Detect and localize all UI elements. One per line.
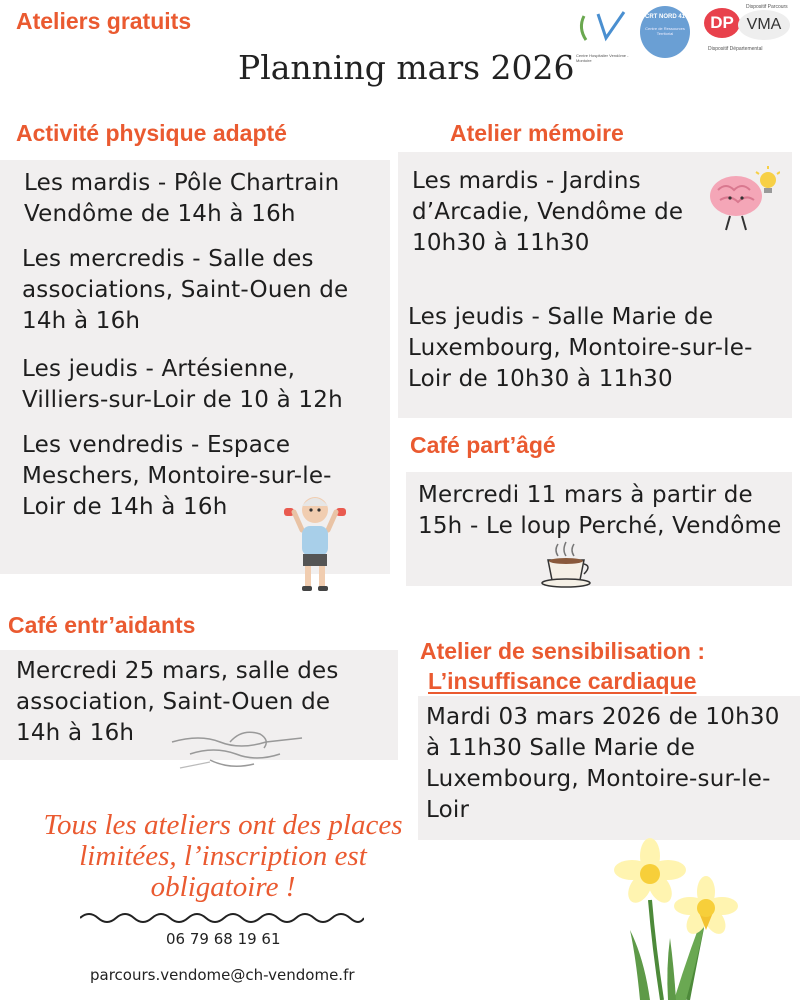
planning-title: Planning mars 2026 — [238, 48, 575, 87]
cafe-aidants-title: Café entr’aidants — [8, 612, 196, 638]
ch-logo — [576, 8, 636, 63]
physical-activity-panel — [0, 160, 390, 574]
memory-workshop-panel — [398, 152, 792, 418]
physical-entry-3: Les jeudis - Artésienne, Villiers-sur-Loir de 10 à 12h — [22, 356, 343, 413]
cafe-partage-entry: Mercredi 11 mars à partir de 15h - Le loup Perché, Vendôme — [418, 482, 782, 539]
memory-entry-2: Les jeudis - Salle Marie de Luxembourg, Montoire-sur-le-Loir de 10h30 à 11h30 — [408, 304, 753, 392]
exercise-illustration-icon — [280, 490, 350, 600]
memory-entry-1: Les mardis - Jardins d’Arcadie, Vendôme de 10h30 à 11h30 — [412, 168, 684, 256]
physical-entry-1: Les mardis - Pôle Chartrain Vendôme de 14h à 16h — [24, 170, 340, 227]
wavy-divider — [80, 910, 364, 926]
awareness-subtitle: L’insuffisance cardiaque — [428, 668, 697, 694]
ch-logo-icon — [576, 8, 636, 48]
crt-logo-caption: Centre de Ressources Territorial — [645, 26, 685, 36]
awareness-entry: Mardi 03 mars 2026 de 10h30 à 11h30 Salle Marie de Luxembourg, Montoire-sur-le-Loir — [426, 704, 780, 823]
vma-logo-badge: VMA — [738, 10, 790, 40]
crt-logo — [640, 6, 690, 58]
awareness-panel — [418, 696, 800, 840]
dp-logo-caption: Dispositif Départemental — [708, 46, 763, 52]
physical-entry-4: Les vendredis - Espace Meschers, Montoire-sur-le-Loir de 14h à 16h — [22, 432, 332, 520]
coffee-cup-icon — [540, 540, 594, 588]
physical-entry-2: Les mercredis - Salle des associations, Saint-Ouen de 14h à 16h — [22, 246, 349, 334]
physical-activity-title: Activité physique adapté — [16, 120, 287, 146]
cafe-partage-panel — [406, 472, 792, 586]
daffodil-illustration-icon — [610, 838, 760, 1000]
dp-logo-badge: DP — [704, 8, 740, 38]
cafe-partage-title: Café part’âgé — [410, 432, 556, 458]
daffodil-flower-2 — [674, 876, 738, 938]
dp-logo — [702, 4, 794, 60]
crt-logo-label: CRT NORD 41 — [644, 14, 685, 20]
ch-logo-caption: Centre Hospitalier Vendôme - Montoire — [576, 53, 629, 63]
header-title: Ateliers gratuits — [16, 8, 192, 34]
brain-illustration-icon — [704, 166, 780, 236]
cafe-aidants-panel — [0, 650, 398, 760]
holding-hands-icon — [170, 712, 306, 774]
memory-workshop-title: Atelier mémoire — [450, 120, 624, 146]
cafe-aidants-entry: Mercredi 25 mars, salle des association, Saint-Ouen de 14h à 16h — [16, 658, 339, 746]
daffodil-flower-1 — [614, 838, 686, 907]
registration-notice: Tous les ateliers ont des places limitées, l’inscription est obligatoire ! — [43, 809, 403, 903]
dp-logo-top-caption: Dispositif Parcours — [746, 4, 788, 10]
phone-number[interactable]: 06 79 68 19 61 — [166, 930, 281, 948]
email-address[interactable]: parcours.vendome@ch-vendome.fr — [90, 966, 355, 984]
awareness-title: Atelier de sensibilisation : — [420, 638, 706, 664]
